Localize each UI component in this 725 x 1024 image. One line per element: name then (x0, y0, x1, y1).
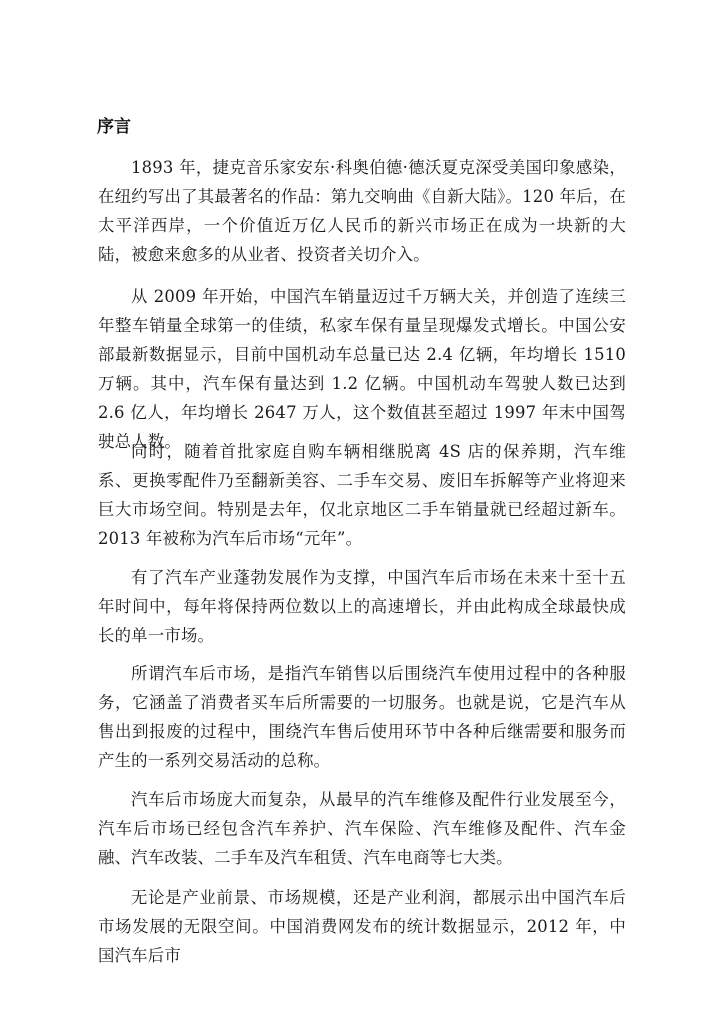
paragraph-2: 从 2009 年开始，中国汽车销量迈过千万辆大关，并创造了连续三年整车销量全球第一的佳绩，私家车保有量呈现爆发式增长。中国公安部最新数据显示，目前中国机动车总量已达 2.4 亿辆，年均增长 1510 万辆。其中，汽车保有量达到 1.2 亿辆。中国机动车驾驶人数已达到 2.6 亿人，年均增长 2647 万人，这个数值甚至超过 1997 年末中国驾驶总人数。 (98, 287, 626, 451)
paragraph-4: 有了汽车产业蓬勃发展作为支撑，中国汽车后市场在未来十至十五年时间中，每年将保持两位数以上的高速增长，并由此构成全球最快成长的单一市场。 (98, 568, 626, 645)
paragraph-3: 同时，随着首批家庭自购车辆相继脱离 4S 店的保养期，汽车维系、更换零配件乃至翻新美容、二手车交易、废旧车拆解等产业将迎来巨大市场空间。特别是去年，仅北京地区二手车销量就已经超过新车。2013 年被称为汽车后市场“元年”。 (98, 442, 626, 548)
paragraph-7: 无论是产业前景、市场规模，还是产业利润，都展示出中国汽车后市场发展的无限空间。中国消费网发布的统计数据显示，2012 年，中国汽车后市 (98, 888, 626, 965)
paragraph-1: 1893 年，捷克音乐家安东·科奥伯德·德沃夏克深受美国印象感染，在纽约写出了其最著名的作品：第九交响曲《自新大陆》。120 年后，在太平洋西岸，一个价值近万亿人民币的新兴市场正在成为一块新的大陆，被愈来愈多的从业者、投资者关切介入。 (98, 158, 626, 264)
paragraph-5: 所谓汽车后市场，是指汽车销售以后围绕汽车使用过程中的各种服务，它涵盖了消费者买车后所需要的一切服务。也就是说，它是汽车从售出到报废的过程中，围绕汽车售后使用环节中各种后继需要和服务而产生的一系列交易活动的总称。 (98, 664, 626, 770)
section-heading: 序言 (97, 117, 131, 137)
paragraph-6: 汽车后市场庞大而复杂，从最早的汽车维修及配件行业发展至今，汽车后市场已经包含汽车养护、汽车保险、汽车维修及配件、汽车金融、汽车改装、二手车及汽车租赁、汽车电商等七大类。 (98, 790, 626, 867)
